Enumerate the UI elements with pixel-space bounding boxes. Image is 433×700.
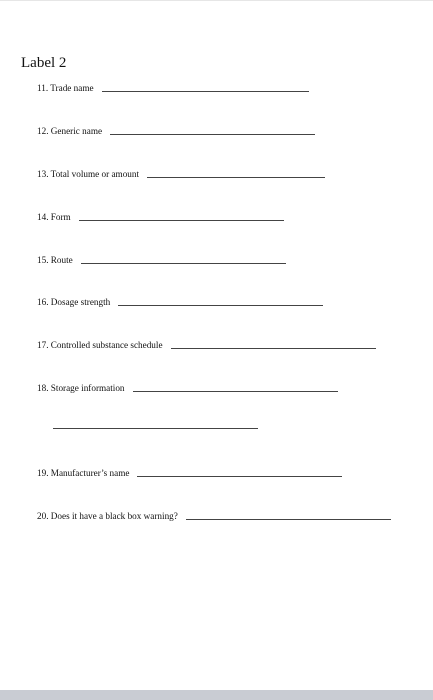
form-item-total-volume: [37, 169, 325, 180]
item-label: 17. Controlled substance schedule: [37, 340, 163, 350]
form-item-storage-information: [37, 383, 338, 394]
answer-line[interactable]: [137, 476, 342, 477]
item-label: 11. Trade name: [37, 83, 94, 93]
answer-line-continuation[interactable]: [53, 428, 258, 429]
item-label: 15. Route: [37, 255, 73, 265]
item-label: 12. Generic name: [37, 126, 103, 136]
answer-line[interactable]: [133, 391, 338, 392]
form-item-dosage-strength: [37, 297, 323, 308]
answer-line[interactable]: [102, 91, 309, 92]
form-item-generic-name: [37, 126, 315, 137]
answer-line[interactable]: [186, 519, 391, 520]
form-item-controlled-substance: [37, 340, 376, 351]
item-label: 19. Manufacturer’s name: [37, 468, 130, 478]
item-label: 13. Total volume or amount: [37, 169, 140, 179]
form-item-trade-name: [37, 83, 309, 94]
form-item-route: [37, 255, 286, 266]
form-item-black-box-warning: [37, 511, 391, 522]
viewer-bottom-bar: [0, 690, 433, 700]
item-label: 18. Storage information: [37, 383, 125, 393]
form-item-form: [37, 212, 284, 223]
item-label: 14. Form: [37, 212, 71, 222]
answer-line[interactable]: [147, 177, 325, 178]
answer-line[interactable]: [118, 305, 323, 306]
item-label: 16. Dosage strength: [37, 297, 111, 307]
form-item-manufacturer: [37, 468, 342, 479]
page-title: Label 2: [21, 55, 67, 71]
item-label: 20. Does it have a black box warning?: [37, 511, 178, 521]
answer-line[interactable]: [110, 134, 315, 135]
answer-line[interactable]: [171, 348, 376, 349]
answer-line[interactable]: [79, 220, 284, 221]
answer-line[interactable]: [81, 263, 286, 264]
